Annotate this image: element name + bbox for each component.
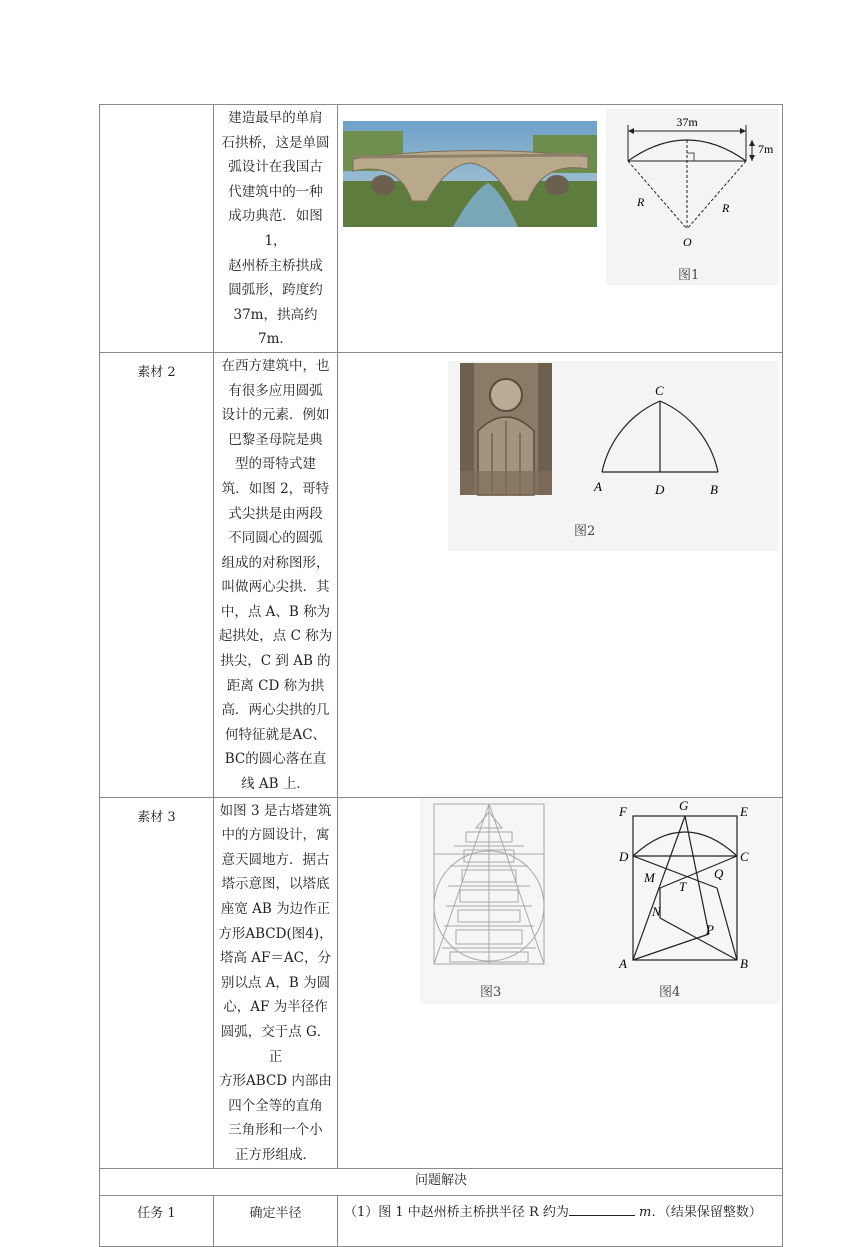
figure-2 <box>448 361 778 551</box>
material-row-3 <box>100 797 783 1168</box>
point-label: N <box>652 903 661 919</box>
section-row <box>100 1168 783 1195</box>
point-label: C <box>740 848 749 864</box>
point-label: T <box>679 878 687 894</box>
text-line: 拱尖，C 到 AB 的 <box>220 653 331 670</box>
row3-text <box>214 798 337 1168</box>
text-line: 叫做两心尖拱．其 <box>221 579 330 596</box>
text-line: 石拱桥，这是单圆 <box>221 134 330 151</box>
point-label: D <box>619 848 629 864</box>
material-row-1 <box>100 105 783 353</box>
text-line: 筑．如图 2，哥特 <box>221 480 330 497</box>
text-line: 心，AF 为半径作 <box>223 999 328 1016</box>
bridge-photo <box>343 121 597 227</box>
text-line: 建造最早的单肩 <box>228 110 323 126</box>
row2-text <box>214 353 337 797</box>
text-line: 代建筑中的一种 <box>228 183 323 200</box>
figure-1-caption: 图1 <box>678 268 700 283</box>
question-note: （结果保留整数） <box>664 1204 762 1220</box>
text-line: 在西方建筑中，也 <box>221 357 330 374</box>
task-row-1 <box>100 1195 783 1246</box>
cathedral-photo <box>460 363 552 495</box>
radius-label-right: R <box>722 201 730 215</box>
text-line: 正方形组成． <box>235 1146 316 1163</box>
task1-label: 任务 1 <box>100 1195 214 1246</box>
text-line: 方形ABCD 内部由 <box>219 1073 332 1090</box>
row2-figure-cell <box>338 352 783 797</box>
text-line: 距离 CD 称为拱 <box>226 677 325 694</box>
row3-figure-cell <box>338 797 783 1168</box>
text-line: 组成的对称图形， <box>221 554 330 571</box>
text-line: 如图 3 是古塔建筑 <box>219 802 332 819</box>
figure-3-caption: 图3 <box>480 984 502 1000</box>
text-line: 圆弧，交于点 G．正 <box>220 1023 331 1065</box>
text-line: 塔示意图，以塔底 <box>221 876 330 893</box>
text-line: BC的圆心落在直 <box>224 751 327 768</box>
point-label: A <box>619 955 627 971</box>
figure-3-4 <box>420 798 780 1004</box>
point-label: G <box>679 797 689 813</box>
row1-figure-cell <box>338 105 783 353</box>
point-label: C <box>655 382 664 398</box>
text-line: 起拱处，点 C 称为 <box>218 628 333 645</box>
point-label: M <box>644 869 655 885</box>
point-label: D <box>655 481 665 497</box>
row1-text <box>214 105 337 352</box>
task1-question <box>338 1195 783 1246</box>
point-label: P <box>706 921 714 937</box>
materials-table <box>99 104 783 1247</box>
center-label: O <box>683 235 692 249</box>
row3-text-cell <box>214 797 338 1168</box>
text-line: 线 AB 上． <box>241 776 310 793</box>
text-line: 高．两心尖拱的几 <box>221 702 330 719</box>
point-label: B <box>740 955 748 971</box>
text-line: 别以点 A，B 为圆 <box>220 974 331 991</box>
question-text: （1）图 1 中赵州桥主桥拱半径 R 约为 <box>344 1204 569 1220</box>
answer-blank[interactable] <box>569 1201 635 1216</box>
text-line: 中，点 A、B 称为 <box>220 603 331 620</box>
row1-label <box>100 105 214 353</box>
text-line: 型的哥特式建 <box>235 456 316 473</box>
point-label: E <box>740 803 748 819</box>
figure-1 <box>606 109 778 285</box>
text-line: 巴黎圣母院是典 <box>228 431 323 448</box>
figure-4-caption: 图4 <box>659 984 681 1000</box>
point-label: F <box>619 803 627 819</box>
span-label: 37m <box>676 115 698 129</box>
text-line: 三角形和一个小 <box>228 1122 323 1139</box>
section-title: 问题解决 <box>100 1168 783 1195</box>
point-label: B <box>710 481 718 497</box>
text-line: 座宽 AB 为边作正 <box>220 901 331 917</box>
text-line: 设计的元素．例如 <box>221 407 330 424</box>
text-line: 成功典范．如图 1， <box>228 208 323 249</box>
text-line: 赵州桥主桥拱成 <box>228 257 323 274</box>
text-line: 方形ABCD(图4)， <box>218 925 333 942</box>
row1-text-cell <box>214 105 338 353</box>
text-line: 中的方圆设计，寓 <box>221 827 330 844</box>
row2-label: 素材 2 <box>100 352 214 797</box>
unit-text: m． <box>639 1204 665 1220</box>
text-line: 弧设计在我国古 <box>228 159 323 176</box>
radius-label-left: R <box>637 195 645 209</box>
material-row-2 <box>100 352 783 797</box>
point-label: Q <box>714 865 724 881</box>
text-line: 圆弧形，跨度约 <box>228 282 323 299</box>
row3-label: 素材 3 <box>100 797 214 1168</box>
text-line: 塔高 AF＝AC，分 <box>220 950 331 967</box>
point-label: A <box>594 478 602 494</box>
text-line: 有很多应用圆弧 <box>228 382 323 399</box>
text-line: 意天圆地方．据古 <box>221 851 330 868</box>
text-line: 式尖拱是由两段 <box>228 505 323 522</box>
text-line: 37m，拱高约 7m． <box>233 306 318 348</box>
text-line: 不同圆心的圆弧 <box>228 530 323 547</box>
text-line: 四个全等的直角 <box>228 1097 323 1114</box>
text-line: 何特征就是AC、 <box>224 726 327 743</box>
height-label: 7m <box>758 142 774 156</box>
figure-2-caption: 图2 <box>574 523 596 539</box>
task1-name: 确定半径 <box>214 1195 338 1246</box>
row2-text-cell <box>214 352 338 797</box>
